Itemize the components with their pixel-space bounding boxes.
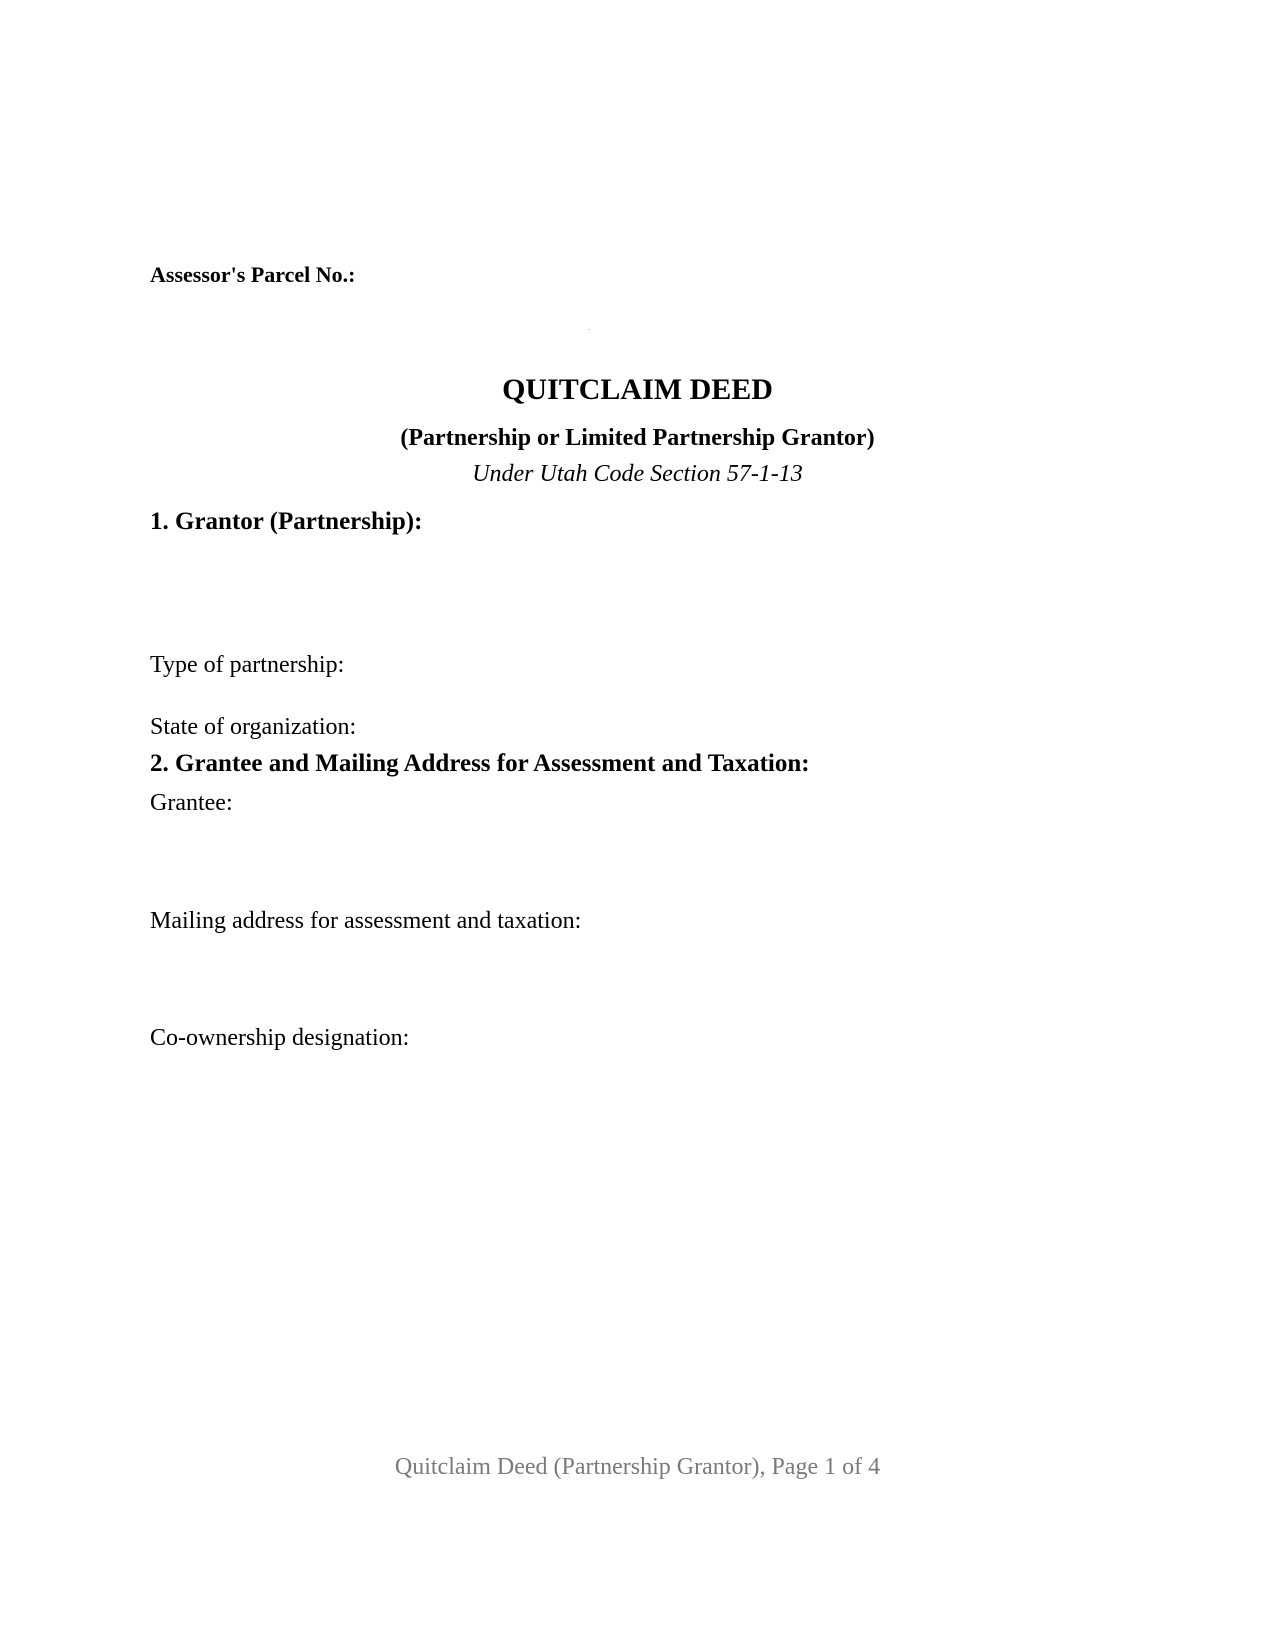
document-title: QUITCLAIM DEED xyxy=(502,373,773,406)
section-2-heading: 2. Grantee and Mailing Address for Assessment and Taxation: xyxy=(150,750,810,777)
scan-speck xyxy=(588,329,590,330)
section-1-heading: 1. Grantor (Partnership): xyxy=(150,508,423,535)
document-subtitle: (Partnership or Limited Partnership Grantor) xyxy=(400,425,875,451)
mailing-address-label: Mailing address for assessment and taxation: xyxy=(150,908,582,934)
state-of-organization-label: State of organization: xyxy=(150,714,357,740)
grantee-label: Grantee: xyxy=(150,790,233,816)
assessor-parcel-label: Assessor's Parcel No.: xyxy=(150,262,356,287)
statute-reference: Under Utah Code Section 57-1-13 xyxy=(472,461,803,487)
partnership-type-label: Type of partnership: xyxy=(150,652,345,678)
page-footer: Quitclaim Deed (Partnership Grantor), Page 1 of 4 xyxy=(394,1454,881,1480)
co-ownership-label: Co-ownership designation: xyxy=(150,1025,410,1051)
